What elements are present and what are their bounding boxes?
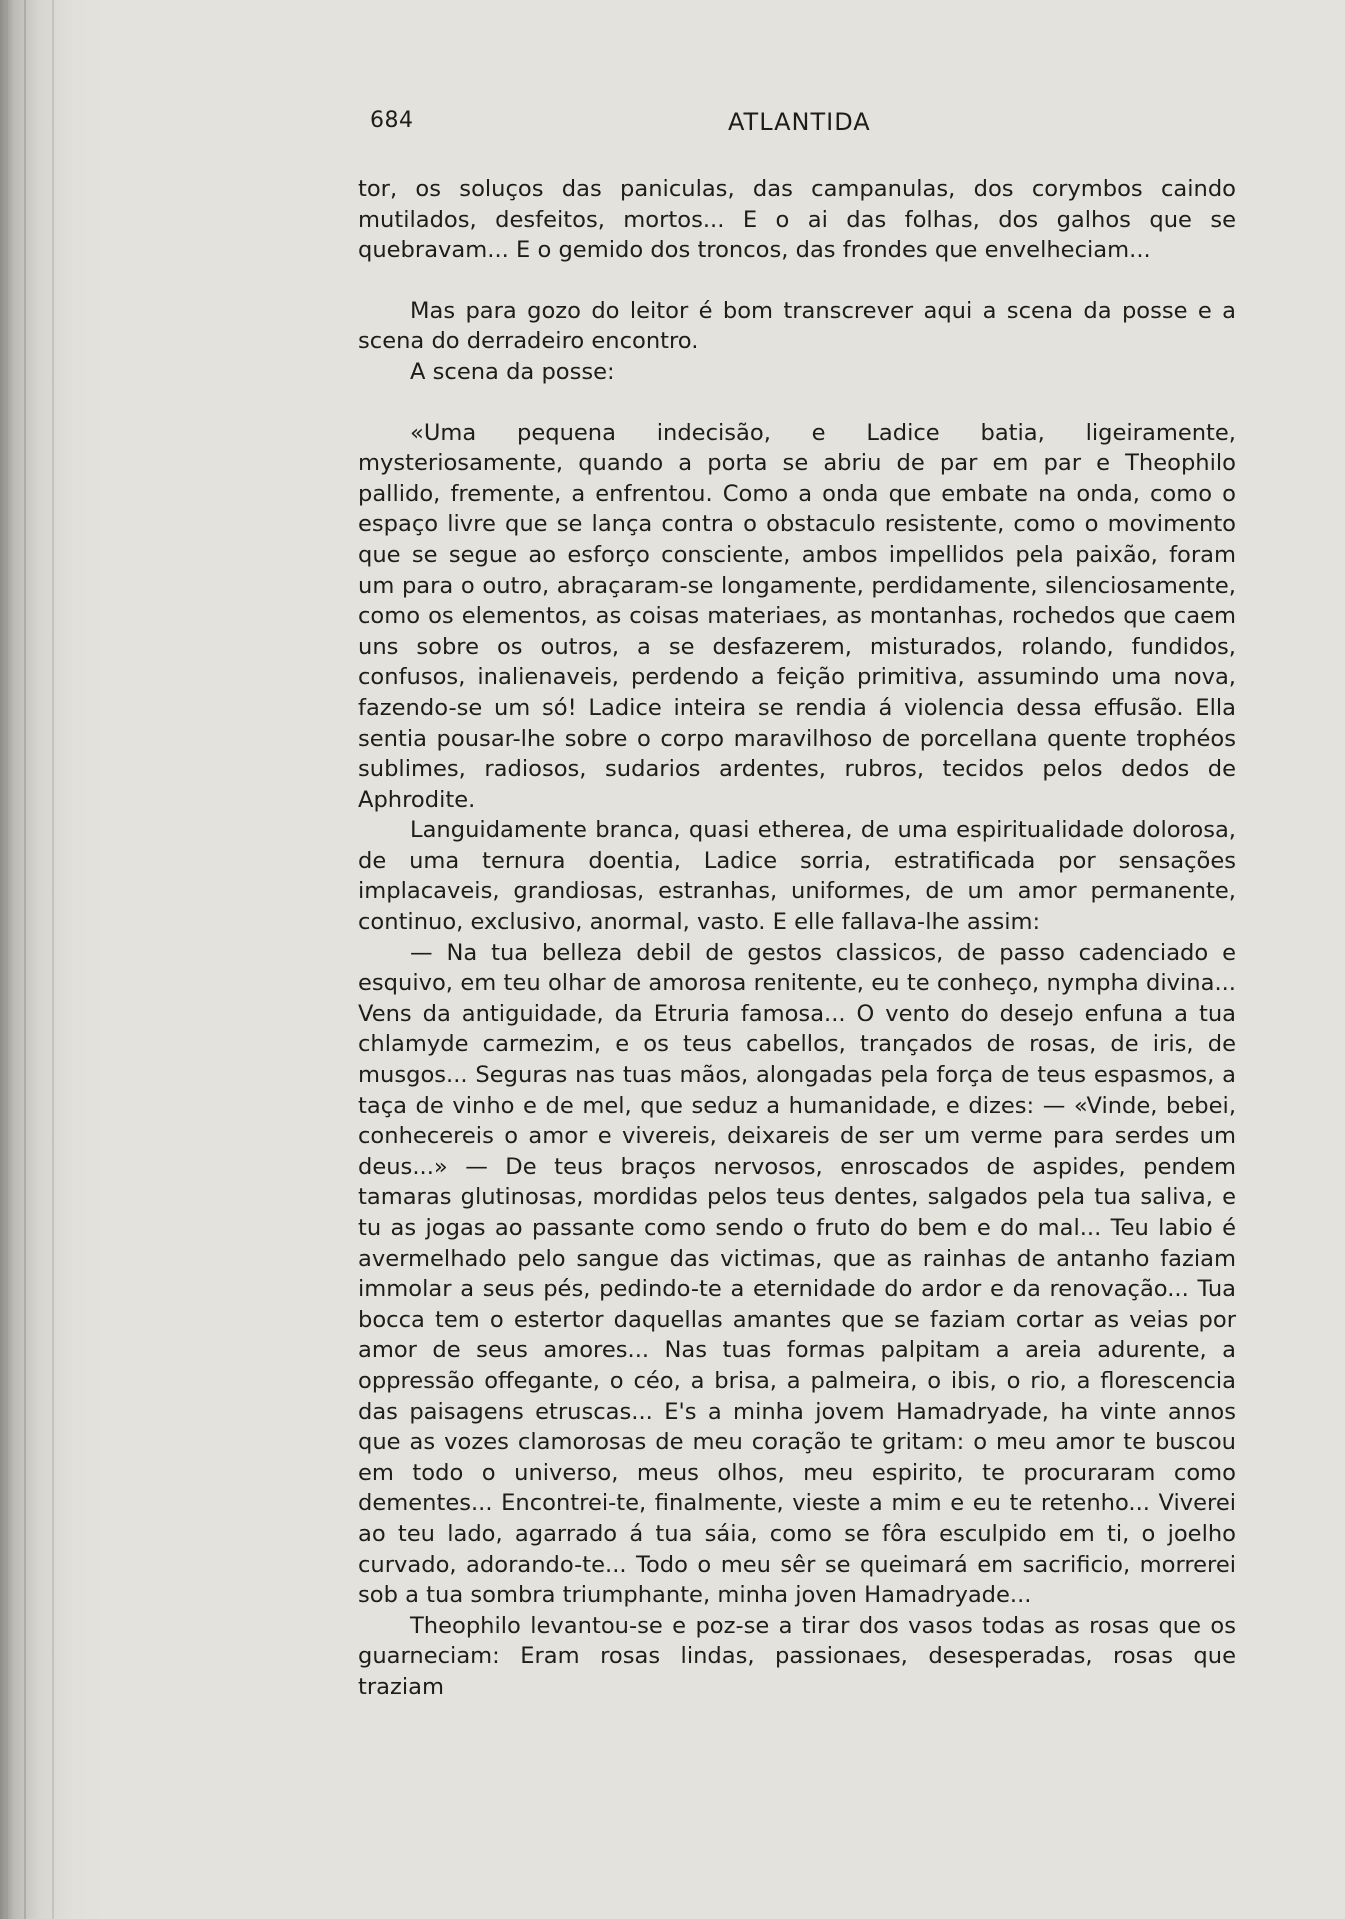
book-binding-edge [0, 0, 110, 1919]
paragraph-theophilo: Theophilo levantou-se e poz-se a tirar dos vasos todas as rosas que os guarneciam: Eram rosas lindas, passionaes, desesperadas, rosas que traziam [358, 1612, 1236, 1700]
paragraph-speech: — Na tua belleza debil de gestos classicos, de passo cadenciado e esquivo, em teu olhar de amorosa renitente, eu te conheço, nympha divina... Vens da antiguidade, da Etruria famosa... O vento do desejo enfuna a tua chlamyde carmezim, e os teus cabellos, trançados de rosas, de iris, de musgos... Seguras nas tuas mãos, alongadas pela força de teus espasmos, a taça de vinho e de mel, que seduz a humanidade, e dizes: — «Vinde, bebei, conhecereis o amor e vivereis, deixareis de ser um verme para serdes um deus...» — De teus braços nervosos, enroscados de aspides, pendem tamaras glutinosas, mordidas pelos teus dentes, salgados pela tua saliva, e tu as jogas ao passante como sendo o fruto do bem e do mal... Teu labio é avermelhado pelo sangue das victimas, que as rainhas de antanho faziam immolar a seus pés, pedindo-te a eternidade do ardor e da renovação... Tua bocca tem o estertor daquellas amantes que se faziam cortar as veias por amor de seus amores... Nas tuas formas palpitam a areia adurente, a oppressão offegante, o céo, a brisa, a palmeira, o ibis, o rio, a florescencia das paisagens etruscas... E's a minha jovem Hamadryade, ha vinte annos que as vozes clamorosas de meu coração te gritam: o meu amor te buscou em todo o universo, meus olhos, meu espirito, te procuraram como dementes... Encontrei-te, finalmente, vieste a mim e eu te retenho... Viverei ao teu lado, agarrado á tua sáia, como se fôra esculpido em ti, o joelho curvado, adorando-te... Todo o meu sêr se queimará em sacrificio, morrerei sob a tua sombra triumphante, minha joven Hamadryade... [358, 939, 1236, 1609]
running-head [358, 108, 1236, 148]
paragraph-continuation: tor, os soluços das paniculas, das campanulas, dos corymbos caindo mutilados, desfeitos, mortos... E o ai das folhas, dos galhos que se quebravam... E o gemido dos troncos, das frondes que envelheciam... [358, 176, 1236, 264]
paragraph-ladice: Languidamente branca, quasi etherea, de uma espiritualidade dolorosa, de uma ternura doentia, Ladice sorria, estratificada por sensações implacaveis, grandiosas, estranhas, uniformes, de um amor permanente, continuo, exclusivo, anormal, vasto. E elle fallava-lhe assim: [358, 817, 1236, 936]
binding-crease [6, 0, 8, 1919]
binding-crease [24, 0, 26, 1919]
book-page [358, 108, 1236, 1703]
binding-crease [52, 0, 54, 1919]
paragraph-scene-text: «Uma pequena indecisão, e Ladice batia, ligeiramente, mysteriosamente, quando a porta se abriu de par em par e Theophilo pallido, fremente, a enfrentou. Como a onda que embate na onda, como o espaço livre que se lança contra o obstaculo resistente, como o movimento que se segue ao esforço consciente, ambos impellidos pela paixão, foram um para o outro, abraçaram-se longamente, perdidamente, silenciosamente, como os elementos, as coisas materiaes, as montanhas, rochedos que caem uns sobre os outros, a se desfazerem, misturados, rolando, fundidos, confusos, inalienaveis, perdendo a feição primitiva, assumindo uma nova, fazendo-se um só! Ladice inteira se rendia á violencia dessa effusão. Ella sentia pousar-lhe sobre o corpo maravilhoso de porcellana quente trophéos sublimes, radiosos, sudarios ardentes, rubros, tecidos pelos dedos de Aphrodite. [358, 419, 1236, 813]
page-number: 684 [370, 108, 414, 133]
running-title: ATLANTIDA [728, 108, 871, 136]
paragraph-intro: Mas para gozo do leitor é bom transcrever aqui a scena da posse e a scena do derradeiro encontro. [358, 297, 1236, 355]
paragraph-scene-heading: A scena da posse: [410, 358, 615, 385]
